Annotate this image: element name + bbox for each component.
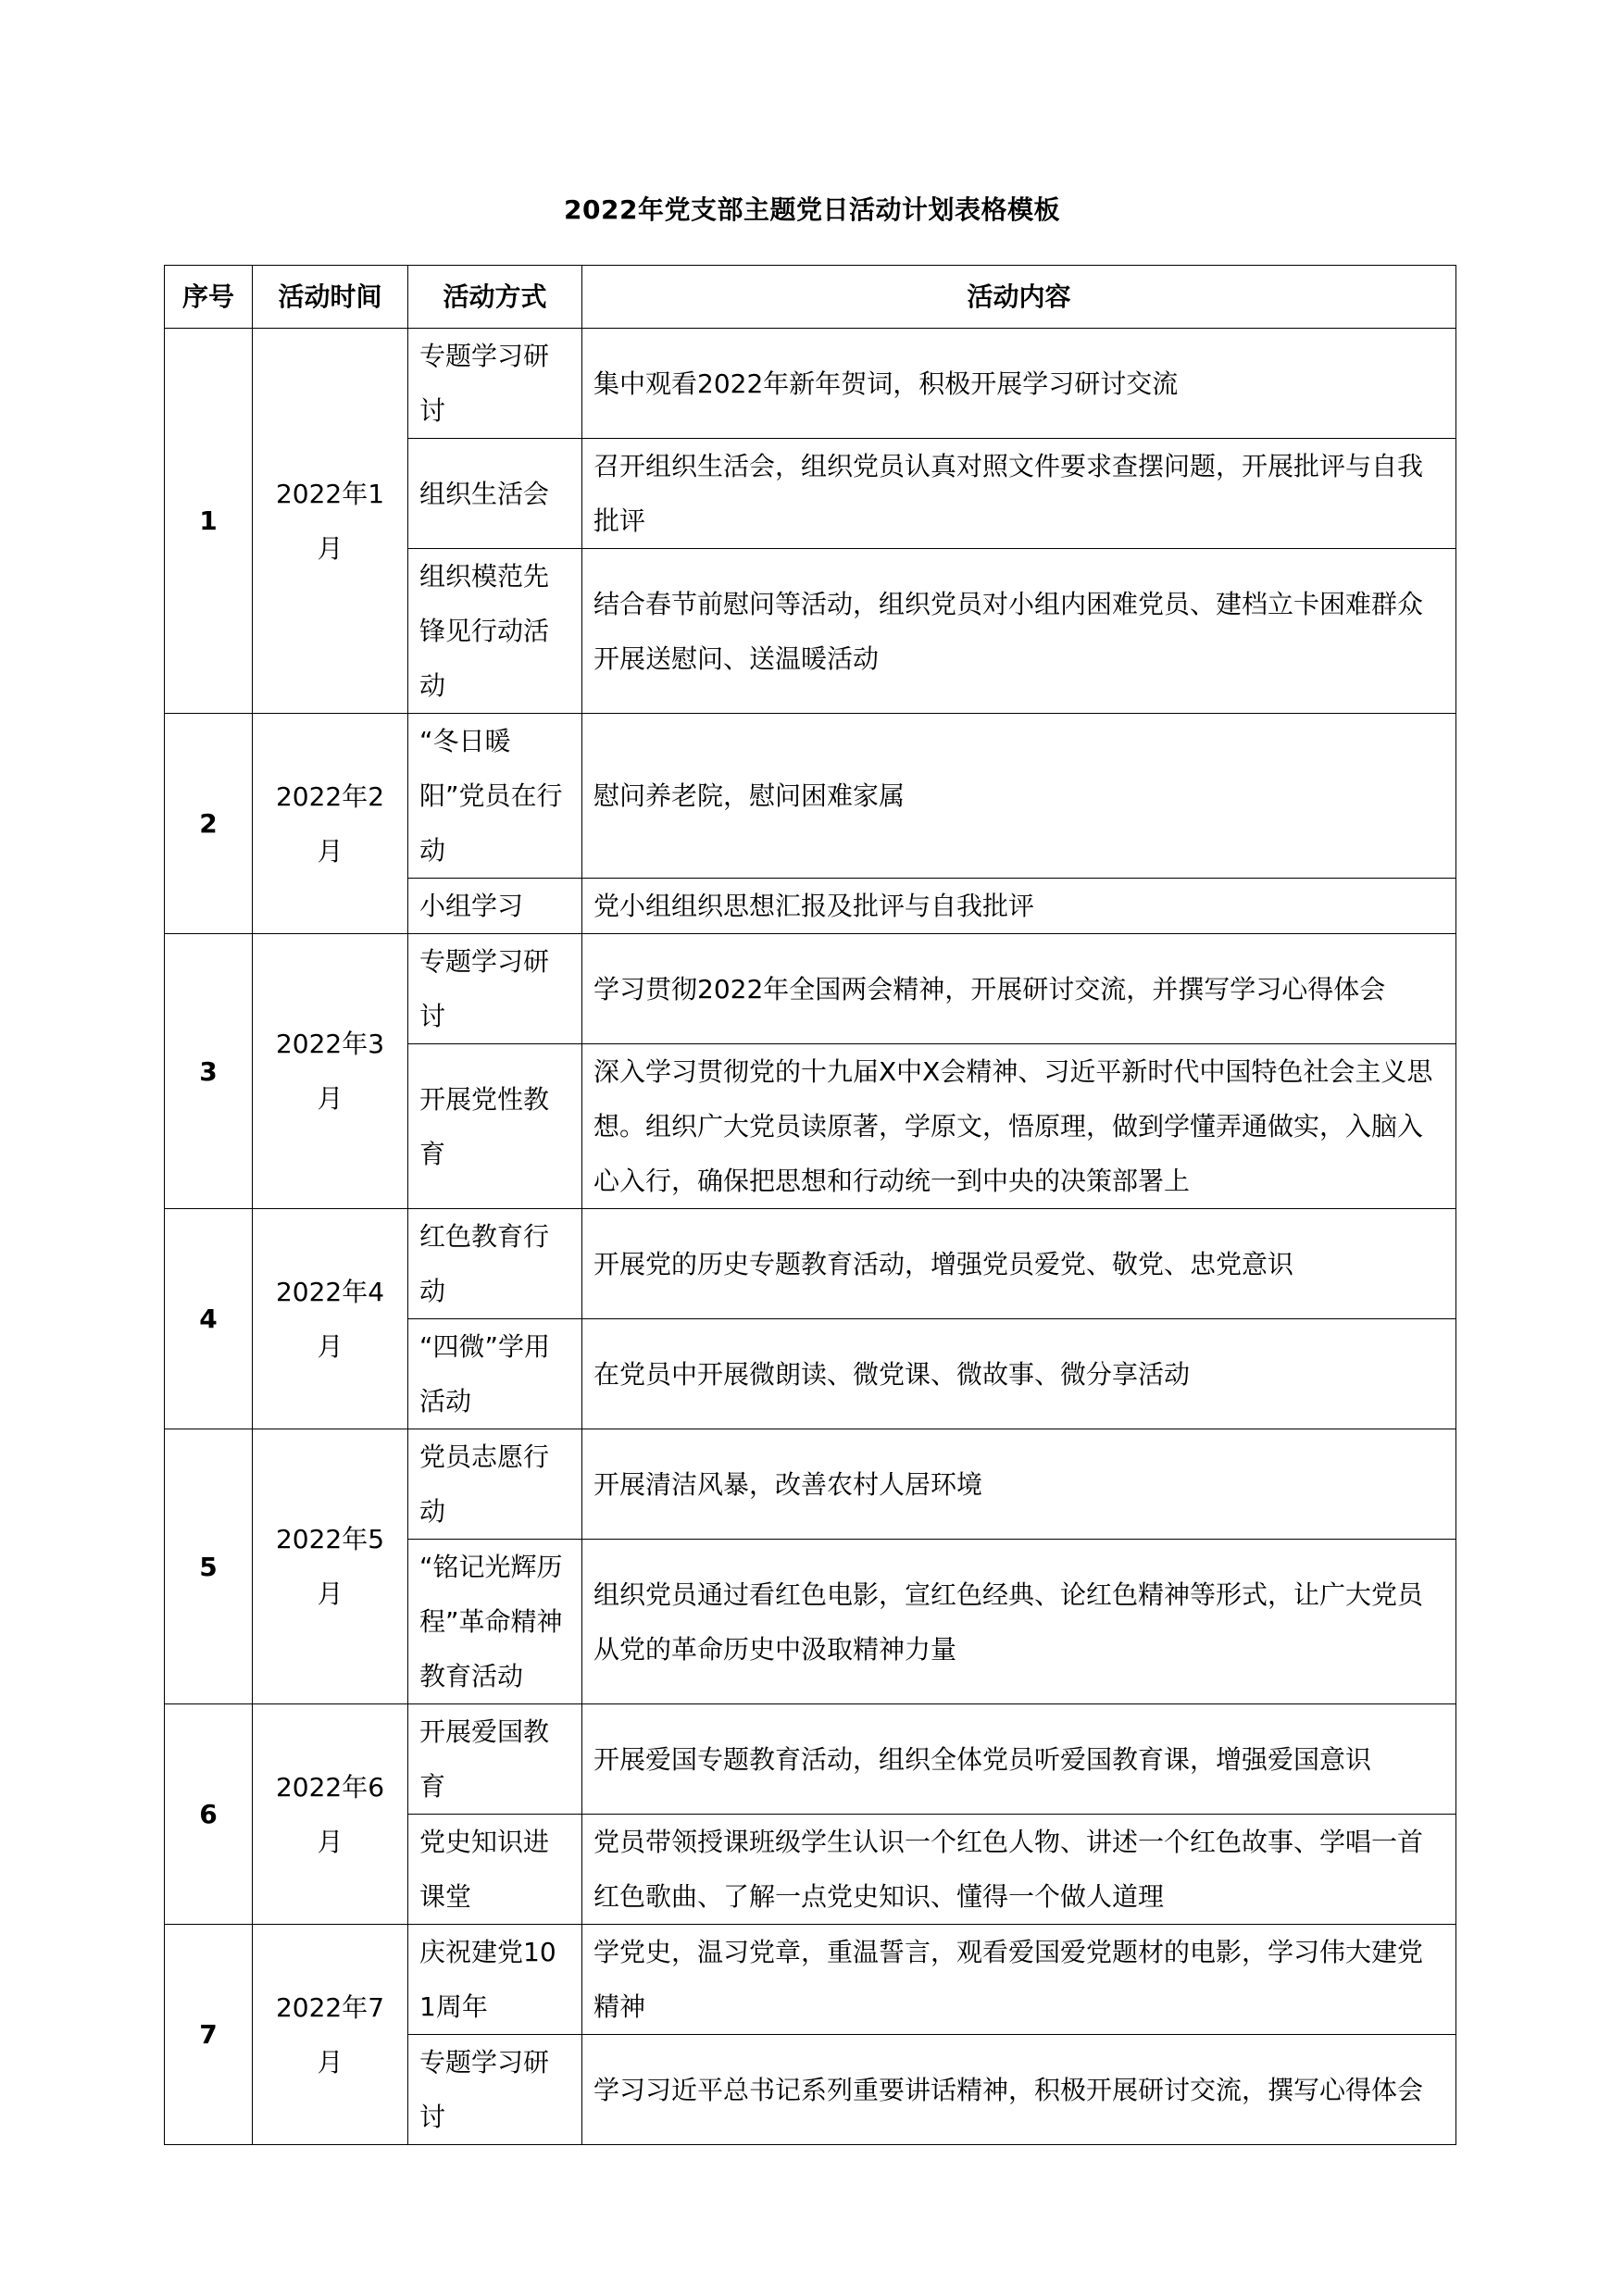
content-cell: 慰问养老院，慰问困难家属 [582,714,1456,879]
content-cell: 党员带领授课班级学生认识一个红色人物、讲述一个红色故事、学唱一首红色歌曲、了解一点党史知识、懂得一个做人道理 [582,1815,1456,1925]
method-cell: 专题学习研讨 [408,2035,582,2145]
method-cell: 开展党性教育 [408,1044,582,1209]
content-cell: 开展爱国专题教育活动，组织全体党员听爱国教育课，增强爱国意识 [582,1704,1456,1815]
seq-cell: 2 [165,714,253,934]
time-cell: 2022年7月 [253,1925,408,2145]
content-cell: 集中观看2022年新年贺词，积极开展学习研讨交流 [582,329,1456,439]
header-method: 活动方式 [408,266,582,329]
table-row [165,934,1456,1044]
method-cell: 专题学习研讨 [408,934,582,1044]
content-cell: 学习习近平总书记系列重要讲话精神，积极开展研讨交流，撰写心得体会 [582,2035,1456,2145]
header-seq: 序号 [165,266,253,329]
method-cell: 小组学习 [408,879,582,934]
seq-cell: 7 [165,1925,253,2145]
time-cell: 2022年1月 [253,329,408,714]
seq-cell: 4 [165,1209,253,1429]
method-cell: “铭记光辉历程”革命精神教育活动 [408,1540,582,1704]
content-cell: 深入学习贯彻党的十九届X中X会精神、习近平新时代中国特色社会主义思想。组织广大党员读原著，学原文，悟原理，做到学懂弄通做实，入脑入心入行，确保把思想和行动统一到中央的决策部署上 [582,1044,1456,1209]
method-cell: 党史知识进课堂 [408,1815,582,1925]
method-cell: “冬日暖阳”党员在行动 [408,714,582,879]
content-cell: 结合春节前慰问等活动，组织党员对小组内困难党员、建档立卡困难群众开展送慰问、送温暖活动 [582,549,1456,714]
content-cell: 学习贯彻2022年全国两会精神，开展研讨交流，并撰写学习心得体会 [582,934,1456,1044]
document-title: 2022年党支部主题党日活动计划表格模板 [564,194,1060,225]
method-cell: 专题学习研讨 [408,329,582,439]
content-cell: 学党史，温习党章，重温誓言，观看爱国爱党题材的电影，学习伟大建党精神 [582,1925,1456,2035]
time-cell: 2022年5月 [253,1429,408,1704]
table-row [165,329,1456,439]
table-row [165,1429,1456,1540]
seq-cell: 3 [165,934,253,1209]
seq-cell: 6 [165,1704,253,1925]
method-cell: 开展爱国教育 [408,1704,582,1815]
method-cell: 庆祝建党101周年 [408,1925,582,2035]
content-cell: 开展党的历史专题教育活动，增强党员爱党、敬党、忠党意识 [582,1209,1456,1319]
header-content: 活动内容 [582,266,1456,329]
table-row [165,714,1456,879]
activity-plan-table [164,265,1456,2145]
method-cell: “四微”学用活动 [408,1319,582,1429]
time-cell: 2022年4月 [253,1209,408,1429]
table-row [165,1925,1456,2035]
time-cell: 2022年3月 [253,934,408,1209]
table-row [165,1209,1456,1319]
table-header-row [165,266,1456,329]
content-cell: 党小组组织思想汇报及批评与自我批评 [582,879,1456,934]
content-cell: 开展清洁风暴，改善农村人居环境 [582,1429,1456,1540]
time-cell: 2022年6月 [253,1704,408,1925]
method-cell: 组织生活会 [408,439,582,549]
seq-cell: 1 [165,329,253,714]
method-cell: 党员志愿行动 [408,1429,582,1540]
seq-cell: 5 [165,1429,253,1704]
method-cell: 红色教育行动 [408,1209,582,1319]
time-cell: 2022年2月 [253,714,408,934]
method-cell: 组织模范先锋见行动活动 [408,549,582,714]
content-cell: 在党员中开展微朗读、微党课、微故事、微分享活动 [582,1319,1456,1429]
content-cell: 组织党员通过看红色电影，宣红色经典、论红色精神等形式，让广大党员从党的革命历史中汲取精神力量 [582,1540,1456,1704]
table-row [165,1704,1456,1815]
header-time: 活动时间 [253,266,408,329]
content-cell: 召开组织生活会，组织党员认真对照文件要求查摆问题，开展批评与自我批评 [582,439,1456,549]
